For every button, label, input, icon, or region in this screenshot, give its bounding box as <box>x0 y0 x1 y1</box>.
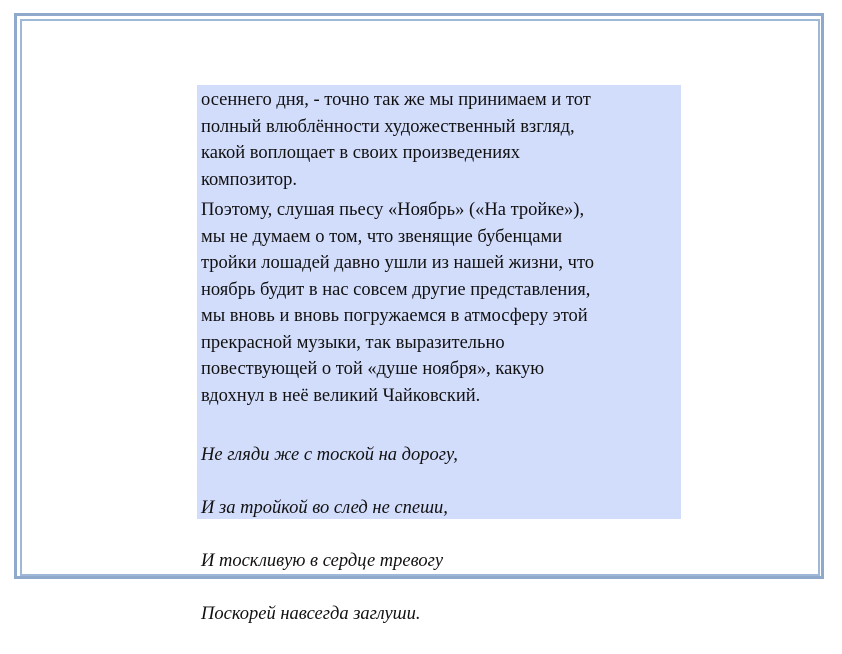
poem-line-1: Не гляди же с тоской на дорогу, <box>201 444 458 465</box>
paragraph-1: осеннего дня, - точно так же мы принимаем и тот полный влюблённости художественный взгляд, какой воплощает в своих произведениях композитор. <box>201 90 591 190</box>
poem-stanza <box>201 415 677 654</box>
paragraph-2: Поэтому, слушая пьесу «Ноябрь» («На тройке»), мы не думаем о том, что звенящие бубенцами тройки лошадей давно ушли из нашей жизни, что ноябрь будит в нас совсем другие представления, мы вновь и вновь погружаемся в атмосферу этой прекрасной музыки, так выразительно повествующей о той «душе ноября», какую вдохнул в неё великий Чайковский. <box>201 200 595 406</box>
poem-line-2: И за тройкой во след не спеши, <box>201 497 448 518</box>
text-box <box>197 85 681 624</box>
poem-line-4: Поскорей навсегда заглуши. <box>201 603 421 624</box>
poem-line-3: И тоскливую в сердце тревогу <box>201 550 444 571</box>
